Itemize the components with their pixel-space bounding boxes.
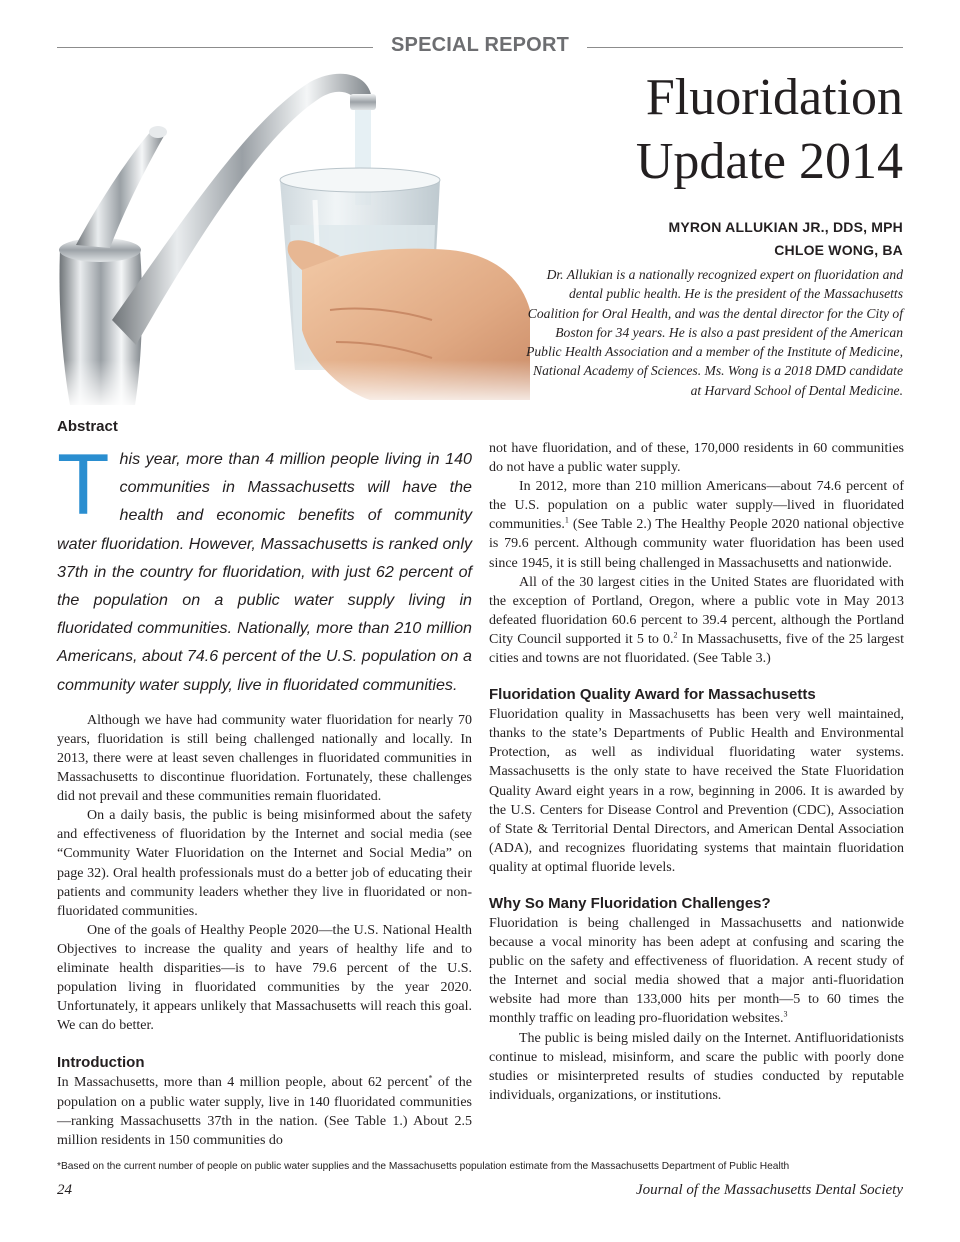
page-number: 24 bbox=[57, 1182, 72, 1198]
article-title bbox=[543, 66, 903, 194]
title-line-2: Update 2014 bbox=[635, 133, 903, 190]
abstract-heading: Abstract bbox=[57, 418, 118, 435]
text-run: of the population on a public water supply, live in 140 fluoridated communities—ranking Massachusetts 37th in the nation. (See Table 1.) About 2.5 million residents in 150 communities do bbox=[57, 1075, 472, 1148]
title-line-1: Fluoridation bbox=[645, 69, 903, 126]
footnote: *Based on the current number of people on public water supplies and the Massachusetts population estimate from the Massachusetts Department of Public Health bbox=[57, 1161, 790, 1172]
challenges-heading: Why So Many Fluoridation Challenges? bbox=[489, 894, 771, 912]
author-2: CHLOE WONG, BA bbox=[774, 242, 903, 258]
body-paragraph: Fluoridation quality in Massachusetts has been very well maintained, thanks to the state’s Departments of Public Health and Environmental Protection, as well as individual fluoridating water systems. Massachusetts is the only state to have received the State Fluoridation Quality Award eight years in a row, beginning in 2006. It is awarded by the U.S. Centers for Disease Control and Prevention (CDC), Association of State & Territorial Dental Directors, and American Dental Association (ADA), and recognizes fluoridating systems that maintain fluoridation quality at optimal fluoride levels. bbox=[489, 707, 904, 875]
quality-award-heading: Fluoridation Quality Award for Massachusetts bbox=[489, 686, 816, 704]
abstract-body: his year, more than 4 million people living in 140 communities in Massachusetts will have the health and economic benefits of community water fluoridation. However, Massachusetts is ranked only 37th in the country for fluoridation, with just 62 percent of the population on a public water supply living in fluoridated communities. Nationally, more than 210 million Americans, about 74.6 percent of the U.S. population on a community water supply, live in fluoridated communities. bbox=[57, 450, 472, 694]
body-paragraph: Although we have had community water fluoridation for nearly 70 years, fluoridation is still being challenged nationally and locally. In 2013, there were at least seven challenges in fluoridated communities in Massachusetts to discontinue fluoridation. Fortunately, these challenges did not prevail and these communities remain fluoridated. bbox=[57, 712, 472, 805]
header-rule-left bbox=[57, 47, 373, 48]
quality-award-body bbox=[489, 705, 904, 877]
reference-marker: 3 bbox=[783, 1009, 788, 1019]
journal-name: Journal of the Massachusetts Dental Society bbox=[635, 1182, 903, 1198]
faucet-glass-illustration bbox=[40, 60, 540, 410]
body-paragraph: not have fluoridation, and of these, 170,000 residents in 60 communities do not have a public water supply. bbox=[489, 441, 904, 476]
body-paragraph bbox=[489, 477, 904, 572]
section-label: SPECIAL REPORT bbox=[390, 34, 569, 56]
body-paragraph bbox=[489, 914, 904, 1029]
text-run: In 2012, more than 210 million Americans—about 74.6 percent of the U.S. population on a public water supply—lived in fluoridated communities. bbox=[489, 479, 904, 533]
text-run: All of the 30 largest cities in the United States are fluoridated with the exception of Portland, Oregon, where a public vote in May 2013 defeated fluoridation 60.6 percent to 39.4 percent, although the Portland City Council supported it 5 to 0. bbox=[489, 574, 904, 647]
text-run: Fluoridation is being challenged in Massachusetts and nationwide because a vocal minority has been adept at confusing and scaring the public on the safety and effectiveness of fluoridation. A recent study of the Internet and social media showed that a major anti-fluoridation website had more than 133,000 hits per month—5 to 60 times the monthly traffic on leading pro-fluoridation websites. bbox=[489, 915, 904, 1027]
right-body bbox=[489, 439, 904, 668]
right-column bbox=[489, 439, 904, 1105]
text-run: In Massachusetts, five of the 25 largest cities and towns are not fluoridated. (See Table 3.) bbox=[489, 631, 904, 667]
header-rule-right bbox=[587, 47, 903, 48]
section-header bbox=[57, 34, 903, 60]
author-1: MYRON ALLUKIAN JR., DDS, MPH bbox=[668, 219, 903, 235]
left-column bbox=[57, 418, 472, 1150]
left-body bbox=[57, 711, 472, 1036]
challenges-body bbox=[489, 914, 904, 1105]
drop-cap: T bbox=[57, 437, 110, 533]
reference-marker: 2 bbox=[673, 630, 678, 640]
author-bio: Dr. Allukian is a nationally recognized expert on fluoridation and dental public health. He is the president of the Massachusetts Coalition for Oral Health, and was the dental director for the City of Boston for 34 years. He is also a past president of the American Public Health Association and a member of the Institute of Medicine, National Academy of Sciences. Ms. Wong is a 2018 DMD candidate at Harvard School of Dental Medicine. bbox=[526, 267, 903, 398]
hero-illustration bbox=[40, 60, 540, 410]
introduction-heading: Introduction bbox=[57, 1054, 145, 1072]
body-paragraph bbox=[489, 573, 904, 668]
body-paragraph: The public is being misled daily on the Internet. Antifluoridationists continue to mislead, misinform, and scare the public with poorly done studies or misinterpreted results of studies conducted by reputable individuals, organizations, or institutions. bbox=[489, 1030, 904, 1103]
text-run: In Massachusetts, more than 4 million people, about 62 percent bbox=[57, 1075, 429, 1091]
text-run: (See Table 2.) The Healthy People 2020 national objective is 79.6 percent. Although community water fluoridation has been used since 1945, it is still being challenged in Massachusetts and nationwide. bbox=[489, 517, 904, 571]
body-paragraph: On a daily basis, the public is being misinformed about the safety and effectiveness of fluoridation by the Internet and social media (see “Community Water Fluoridation on the Internet and Social Media” on page 32). Oral health professionals must do a better job of educating their patients and community leaders whether they live in fluoridated or non-fluoridated communities. bbox=[57, 808, 472, 919]
body-paragraph bbox=[57, 1073, 472, 1149]
body-paragraph: One of the goals of Healthy People 2020—the U.S. National Health Objectives to increase the quality and years of healthy life and to eliminate health disparities—is to have 79.6 percent of the U.S. population living in fluoridated communities by the year 2020. Unfortunately, it appears unlikely that Massachusetts will reach this goal. We can do better. bbox=[57, 922, 472, 1034]
footnote-marker: * bbox=[428, 1073, 433, 1083]
reference-marker: 1 bbox=[564, 515, 569, 525]
introduction-body bbox=[57, 1073, 472, 1149]
abstract-text bbox=[57, 437, 472, 699]
